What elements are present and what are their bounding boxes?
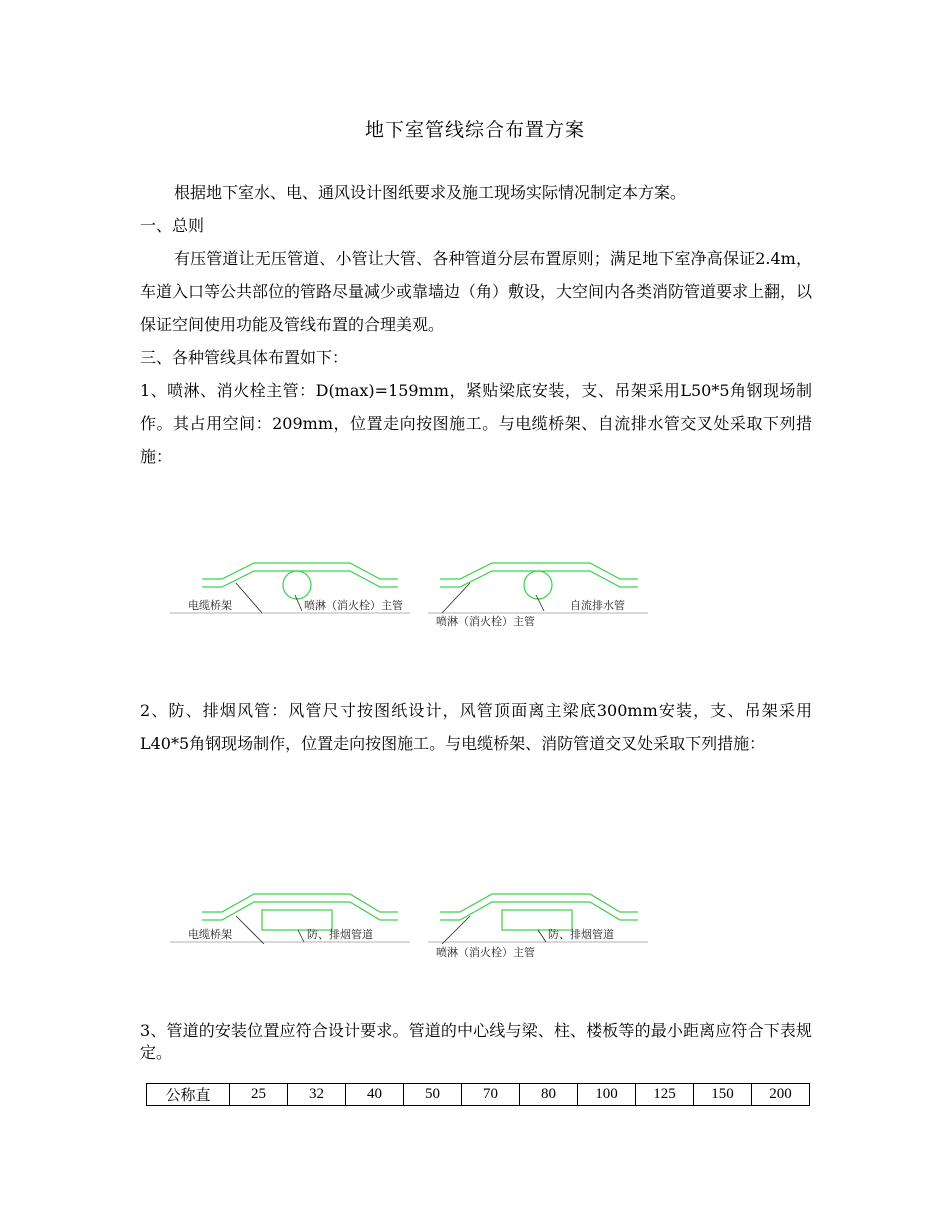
- diagram2-right-duct-rect: [502, 910, 572, 930]
- diagram2-label-sprinkler-main: 喷淋（消火栓）主管: [436, 946, 535, 959]
- table-cell: 32: [288, 1084, 346, 1106]
- min-distance-table: [146, 1083, 810, 1106]
- table-cell: 80: [520, 1084, 578, 1106]
- crossing-diagram-2: [170, 880, 650, 960]
- section1-heading: 一、总则: [140, 216, 205, 235]
- diagram1-label-sprinkler-main: 喷淋（消火栓）主管: [304, 599, 403, 612]
- item2-paragraph: 2、防、排烟风管：风管尺寸按图纸设计，风管顶面离主梁底300mm安装，支、吊架采用L40*5角钢现场制作，位置走向按图施工。与电缆桥架、消防管道交叉处采取下列措施：: [140, 701, 812, 753]
- diagram2-label-smoke-duct: 防、排烟管道: [307, 928, 373, 941]
- table-cell: 40: [346, 1084, 404, 1106]
- diagram1-label-cable-tray: 电缆桥架: [188, 599, 232, 612]
- table-cell: 70: [462, 1084, 520, 1106]
- diagram2-left-bypass-lines: [202, 894, 398, 920]
- table-cell: 100: [578, 1084, 636, 1106]
- section3-heading: 三、各种管线具体布置如下：: [140, 348, 349, 367]
- intro-paragraph: 根据地下室水、电、通风设计图纸要求及施工现场实际情况制定本方案。: [174, 183, 687, 202]
- page-title: 地下室管线综合布置方案: [364, 119, 585, 141]
- table-cell: 150: [694, 1084, 752, 1106]
- diagram1-label-gravity-drain: 自流排水管: [570, 599, 625, 612]
- diagram1-label-sprinkler-main-2: 喷淋（消火栓）主管: [436, 615, 535, 628]
- item1-paragraph: 1、喷淋、消火栓主管：D(max)=159mm，紧贴梁底安装，支、吊架采用L50*5角钢现场制作。其占用空间：209mm，位置走向按图施工。与电缆桥架、自流排水管交叉处采取下列措施：: [140, 381, 812, 466]
- table-cell: 200: [752, 1084, 810, 1106]
- crossing-diagram-1: [170, 555, 650, 635]
- diagram1-left-pipe-circle: [283, 571, 311, 599]
- table-cell: 125: [636, 1084, 694, 1106]
- table-cell: 50: [404, 1084, 462, 1106]
- diagram2-label-smoke-duct-2: 防、排烟管道: [548, 928, 614, 941]
- table-header-cell: 公称直: [147, 1084, 230, 1106]
- diagram2-left-duct-rect: [262, 910, 332, 930]
- table-row: [147, 1084, 810, 1106]
- diagram2-label-cable-tray: 电缆桥架: [188, 928, 232, 941]
- table-cell: 25: [230, 1084, 288, 1106]
- diagram1-left-bypass-lines: [202, 563, 398, 587]
- item3-paragraph: 3、管道的安装位置应符合设计要求。管道的中心线与梁、柱、楼板等的最小距离应符合下表规定。: [140, 1021, 812, 1062]
- diagram1-right-pipe-circle: [524, 571, 552, 599]
- section1-body: 有压管道让无压管道、小管让大管、各种管道分层布置原则；满足地下室净高保证2.4m，车道入口等公共部位的管路尽量减少或靠墙边（角）敷设，大空间内各类消防管道要求上翻，以保证空间使用功能及管线布置的合理美观。: [140, 249, 813, 334]
